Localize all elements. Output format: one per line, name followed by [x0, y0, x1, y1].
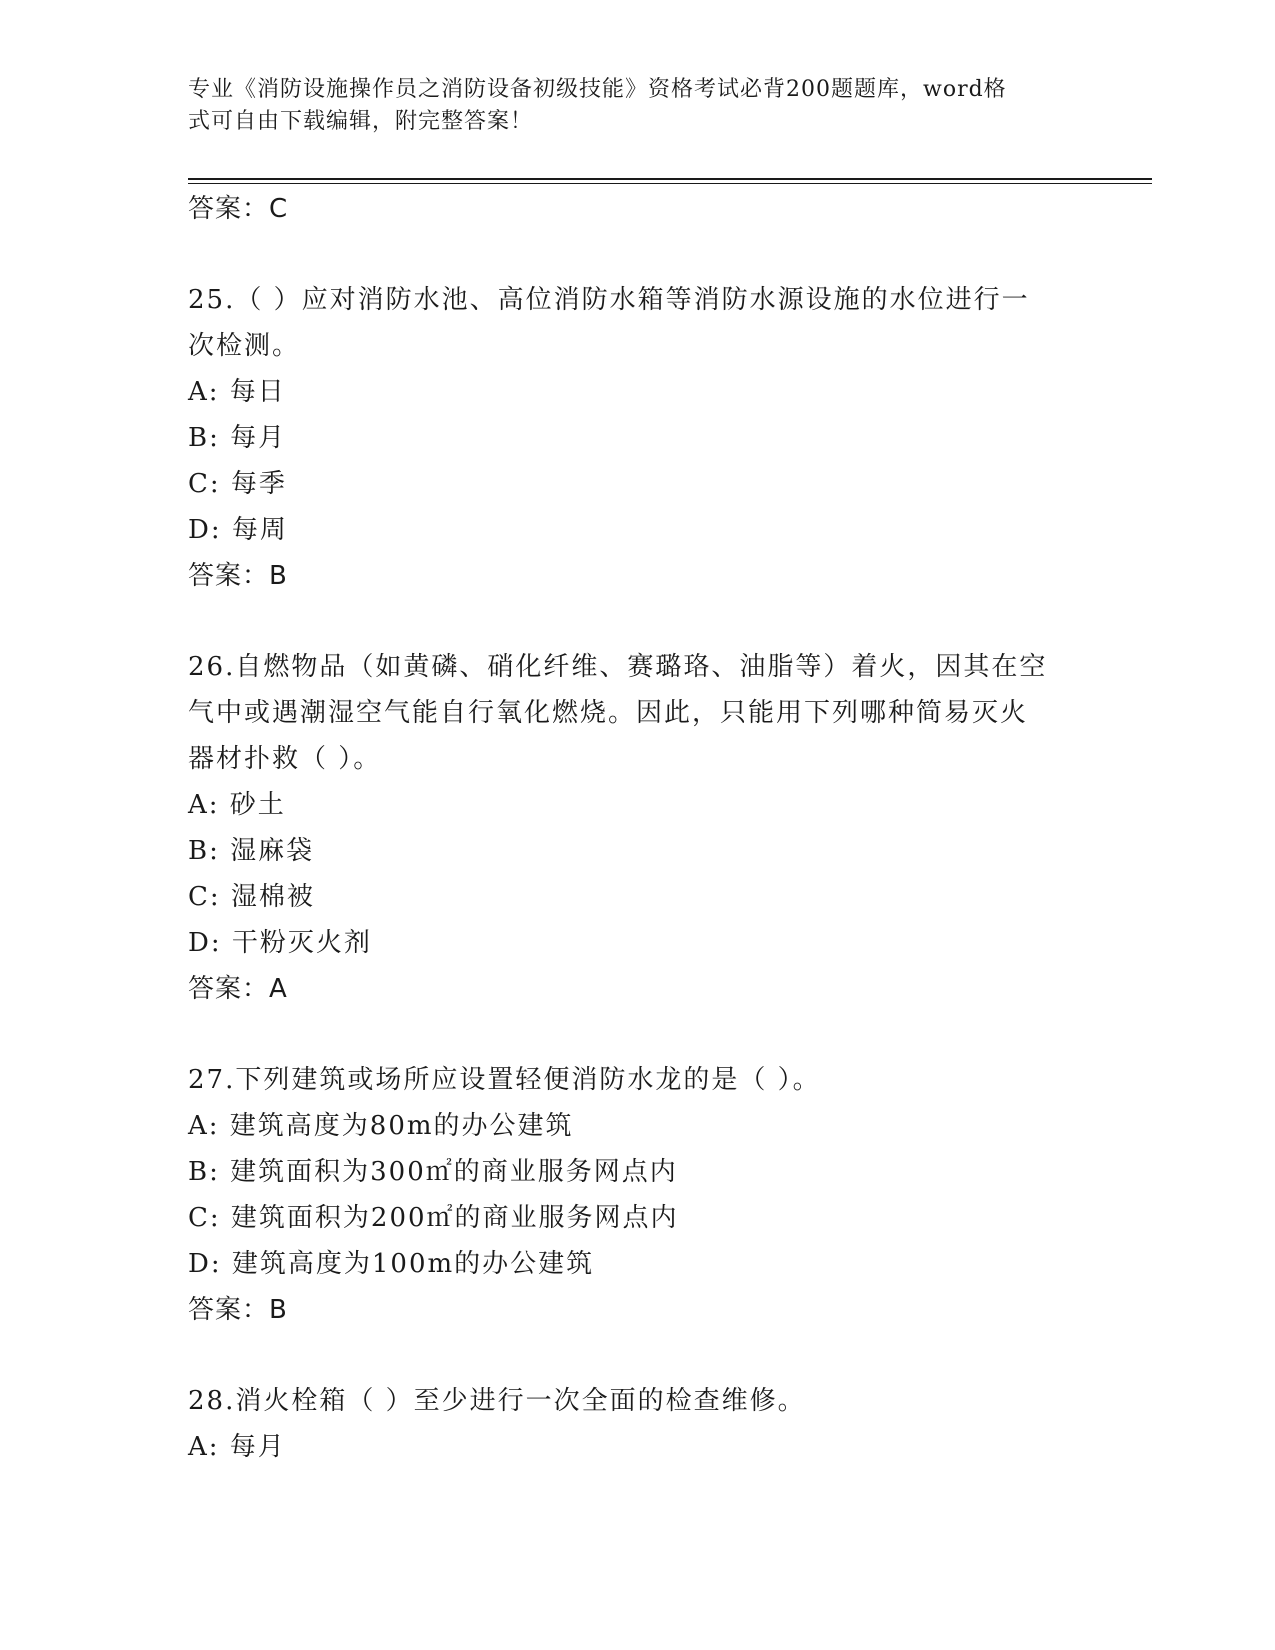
spacer — [188, 599, 1088, 644]
option-a: A: 砂土 — [188, 790, 286, 820]
question-stem-line: 28.消火栓箱（ ）至少进行一次全面的检查维修。 — [188, 1386, 806, 1416]
question-stem-line: 次检测。 — [188, 331, 301, 361]
question-26 — [188, 644, 1088, 1012]
option-d: D: 干粉灭火剂 — [188, 928, 372, 958]
option-a: A: 每月 — [188, 1432, 286, 1462]
option-b: B: 湿麻袋 — [188, 836, 315, 866]
header-line-2: 式可自由下载编辑，附完整答案！ — [188, 109, 534, 134]
option-b: B: 每月 — [188, 423, 287, 453]
header-line-1: 专业《消防设施操作员之消防设备初级技能》资格考试必背200题题库，word格 — [188, 77, 1007, 102]
header-divider-thick — [188, 178, 1152, 180]
answer: 答案：B — [188, 1295, 288, 1325]
option-c: C: 每季 — [188, 469, 287, 499]
question-25 — [188, 277, 1088, 599]
document-header — [188, 74, 1068, 138]
question-27 — [188, 1057, 1088, 1333]
header-divider-thin — [188, 183, 1152, 184]
option-c: C: 湿棉被 — [188, 882, 315, 912]
option-d: D: 每周 — [188, 515, 288, 545]
option-c: C: 建筑面积为200㎡的商业服务网点内 — [188, 1203, 679, 1233]
option-a: A: 每日 — [188, 377, 286, 407]
spacer — [188, 1333, 1088, 1378]
question-stem-line: 26.自燃物品（如黄磷、硝化纤维、赛璐珞、油脂等）着火，因其在空 — [188, 652, 1048, 682]
question-stem-line: 器材扑救（ ）。 — [188, 744, 382, 774]
option-d: D: 建筑高度为100m的办公建筑 — [188, 1249, 595, 1279]
option-b: B: 建筑面积为300㎡的商业服务网点内 — [188, 1157, 678, 1187]
answer: 答案：A — [188, 974, 288, 1004]
question-stem-line: 气中或遇潮湿空气能自行氧化燃烧。因此，只能用下列哪种简易灭火 — [188, 698, 1029, 728]
question-stem-line: 25.（ ）应对消防水池、高位消防水箱等消防水源设施的水位进行一 — [188, 285, 1030, 315]
question-list — [188, 186, 1088, 1470]
option-a: A: 建筑高度为80m的办公建筑 — [188, 1111, 574, 1141]
spacer — [188, 1012, 1088, 1057]
question-stem-line: 27.下列建筑或场所应设置轻便消防水龙的是（ ）。 — [188, 1065, 821, 1095]
answer: 答案：B — [188, 561, 288, 591]
spacer — [188, 232, 1088, 277]
question-28 — [188, 1378, 1088, 1470]
previous-answer: 答案：C — [188, 194, 289, 224]
